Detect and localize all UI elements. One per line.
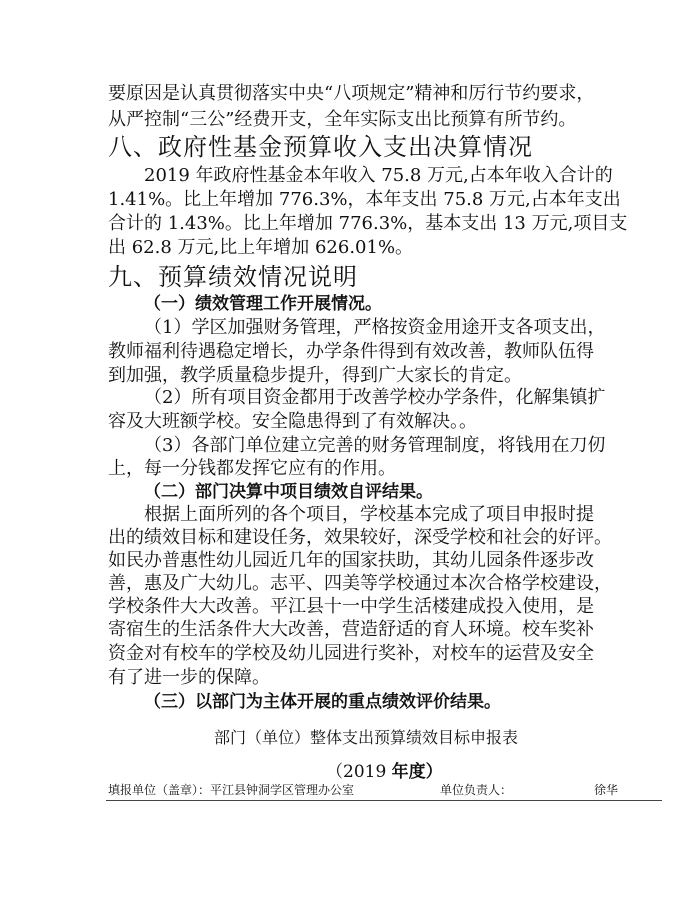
paragraph-2-line-2: 容及大班额学校。安全隐患得到了有效解决。。 — [108, 411, 477, 432]
paragraph-4-line-3: 如民办普惠性幼儿园近几年的国家扶助，其幼儿园条件逐步改 — [108, 550, 594, 571]
intro-line-2: 从严控制“三公”经费开支，全年实际支出比预算有所节约。 — [108, 109, 577, 130]
section-8-line-1: 2019 年政府性基金本年收入 75.8 万元,占本年收入合计的 — [144, 165, 613, 186]
paragraph-4-line-2: 出的绩效目标和建设任务，效果较好，深受学校和社会的好评。 — [108, 527, 612, 548]
paragraph-1-line-3: 到加强，教学质量稳步提升，得到广大家长的肯定。 — [108, 365, 522, 386]
section-8-line-4: 出 62.8 万元,比上年增加 626.01%。 — [108, 237, 414, 258]
paragraph-4-line-8: 有了进一步的保障。 — [108, 667, 270, 688]
intro-line-1: 要原因是认真贯彻落实中央“八项规定”精神和厉行节约要求， — [108, 83, 595, 104]
filler-unit-label: 填报单位（盖章）：平江县钟洞学区管理办公室 — [108, 783, 355, 797]
paragraph-4-line-5: 学校条件大大改善。平江县十一中学生活楼建成投入使用，是 — [108, 596, 594, 617]
section-8-heading: 八、政府性基金预算收入支出决算情况 — [108, 133, 533, 161]
section-8-line-2: 1.41%。比上年增加 776.3%，本年支出 75.8 万元,占本年支出 — [108, 189, 621, 210]
paragraph-4-line-4: 善，惠及广大幼儿。志平、四美等学校通过本次合格学校建设， — [108, 573, 612, 594]
unit-head-label: 单位负责人： — [440, 783, 513, 797]
paragraph-4-line-1: 根据上面所列的各个项目，学校基本完成了项目申报时提 — [144, 504, 594, 525]
subheading-1: （一）绩效管理工作开展情况。 — [144, 294, 382, 314]
section-8-line-3: 合计的 1.43%。比上年增加 776.3%，基本支出 13 万元,项目支 — [108, 213, 628, 234]
paragraph-2-line-1: （2）所有项目资金都用于改善学校办学条件，化解集镇扩 — [144, 387, 606, 408]
subheading-2: （二）部门决算中项目绩效自评结果。 — [144, 482, 433, 502]
paragraph-4-line-6: 寄宿生的生活条件大大改善，营造舒适的育人环境。校车奖补 — [108, 619, 594, 640]
form-year: （2019 年度） — [326, 762, 443, 782]
section-9-heading: 九、预算绩效情况说明 — [108, 263, 358, 291]
paragraph-1-line-1: （1）学区加强财务管理，严格按资金用途开支各项支出， — [144, 317, 606, 338]
form-title: 部门（单位）整体支出预算绩效目标申报表 — [214, 728, 519, 747]
paragraph-4-line-7: 资金对有校车的学校及幼儿园进行奖补，对校车的运营及安全 — [108, 643, 594, 664]
paragraph-3-line-2: 上，每一分钱都发挥它应有的作用。 — [108, 458, 396, 479]
unit-head-name: 徐华 — [594, 783, 619, 797]
paragraph-3-line-1: （3）各部门单位建立完善的财务管理制度，将钱用在刀仞 — [144, 435, 606, 456]
subheading-3: （三）以部门为主体开展的重点绩效评价结果。 — [144, 692, 501, 712]
paragraph-1-line-2: 教师福利待遇稳定增长，办学条件得到有效改善，教师队伍得 — [108, 341, 594, 362]
header-divider — [106, 800, 662, 801]
